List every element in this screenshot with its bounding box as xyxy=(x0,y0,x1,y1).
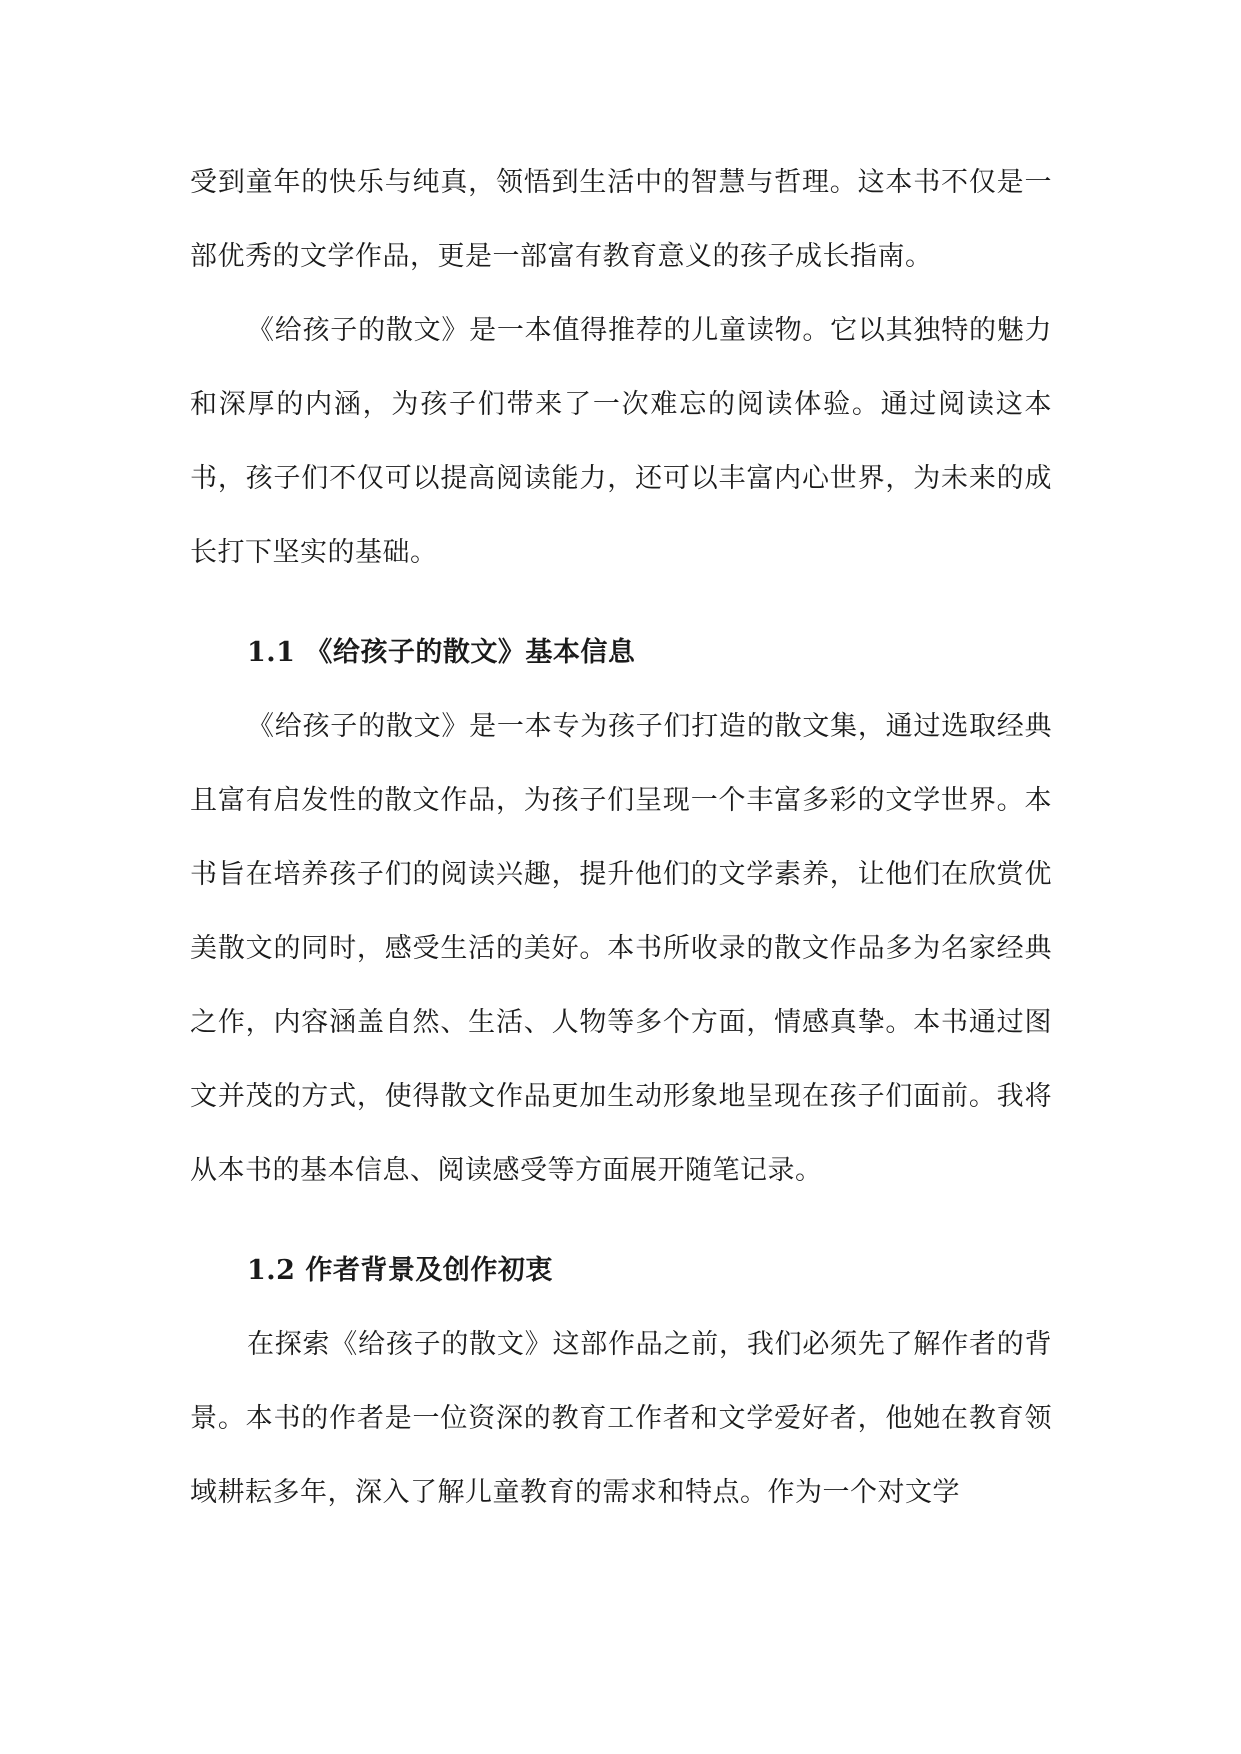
paragraph-author-background: 在探索《给孩子的散文》这部作品之前，我们必须先了解作者的背景。本书的作者是一位资深的教育工作者和文学爱好者，他她在教育领域耕耘多年，深入了解儿童教育的需求和特点。作为一个对文学 xyxy=(190,1329,1052,1508)
paragraph-recommendation: 《给孩子的散文》是一本值得推荐的儿童读物。它以其独特的魅力和深厚的内涵，为孩子们带来了一次难忘的阅读体验。通过阅读这本书，孩子们不仅可以提高阅读能力，还可以丰富内心世界，为未来的成长打下坚实的基础。 xyxy=(190,315,1052,568)
section-heading-basic-info: 1.1 《给孩子的散文》基本信息 xyxy=(247,637,636,668)
paragraph-childhood-summary: 受到童年的快乐与纯真，领悟到生活中的智慧与哲理。这本书不仅是一部优秀的文学作品，更是一部富有教育意义的孩子成长指南。 xyxy=(190,167,1052,272)
section-heading-author-background: 1.2 作者背景及创作初衷 xyxy=(247,1255,553,1286)
paragraph-basic-info: 《给孩子的散文》是一本专为孩子们打造的散文集，通过选取经典且富有启发性的散文作品，为孩子们呈现一个丰富多彩的文学世界。本书旨在培养孩子们的阅读兴趣，提升他们的文学素养，让他们在欣赏优美散文的同时，感受生活的美好。本书所收录的散文作品多为名家经典之作，内容涵盖自然、生活、人物等多个方面，情感真挚。本书通过图文并茂的方式，使得散文作品更加生动形象地呈现在孩子们面前。我将从本书的基本信息、阅读感受等方面展开随笔记录。 xyxy=(190,711,1052,1186)
document-page xyxy=(190,146,1052,1530)
